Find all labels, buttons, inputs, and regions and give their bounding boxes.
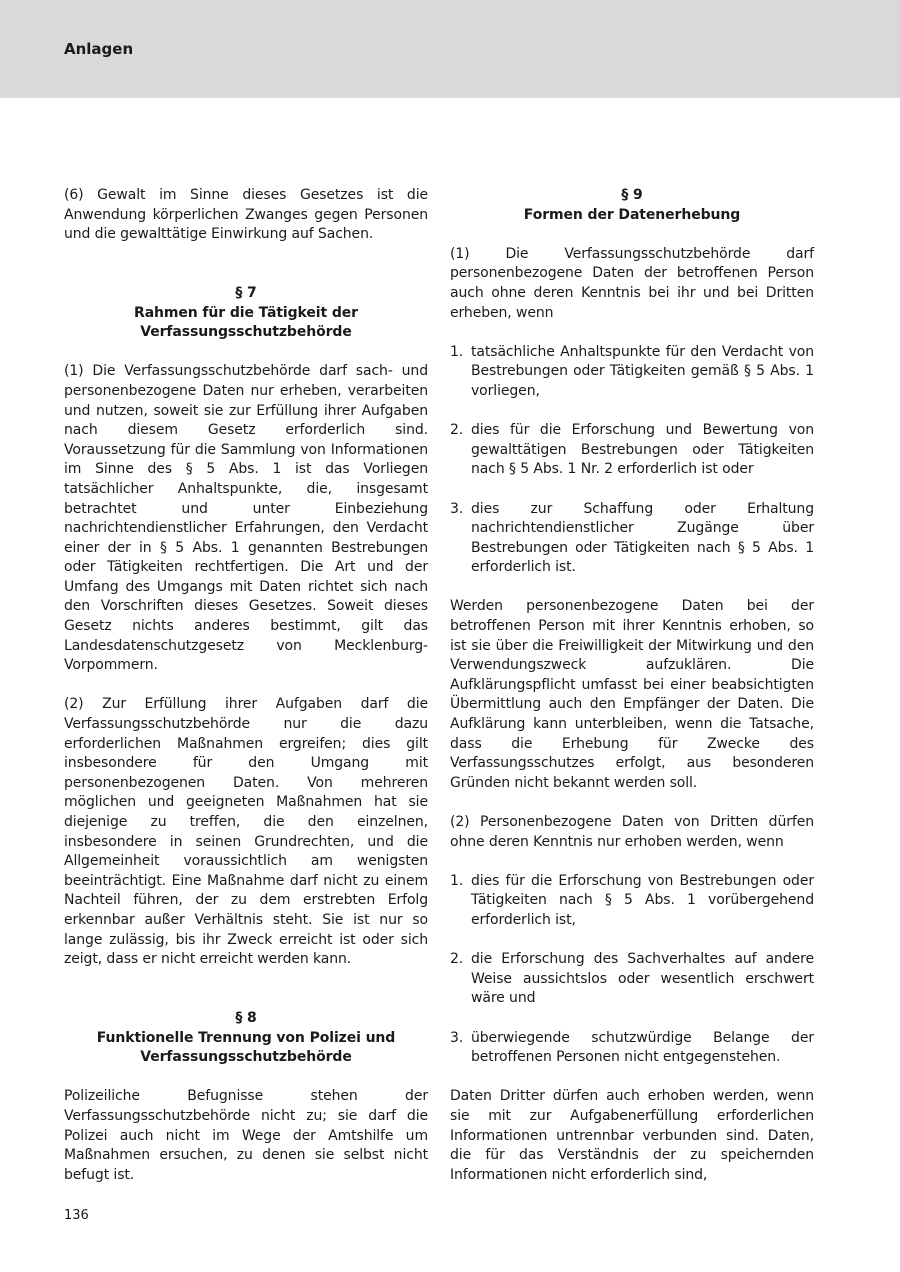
section-title: Rahmen für die Tätigkeit der Verfassungsschutzbehörde <box>134 304 358 341</box>
section-7-heading <box>64 284 428 343</box>
list-item <box>450 1029 814 1068</box>
paragraph: (1) Die Verfassungsschutzbehörde darf sach- und personenbezogene Daten nur erheben, verarbeiten und nutzen, soweit sie zur Erfüllung ihrer Aufgaben nach diesem Gesetz erforderlich sind. Voraussetzung für die Sammlung von Informationen im Sinne des § 5 Abs. 1 ist das Vorliegen tatsächlicher Anhaltspunkte, die, insgesamt betrachtet und unter Einbeziehung nachrichtendienstlicher Erfahrungen, den Verdacht einer der in § 5 Abs. 1 genannten Bestrebungen oder Tätigkeiten rechtfertigen. Die Art und der Umfang des Umgangs mit Daten richtet sich nach den Vorschriften dieses Gesetzes. Soweit dieses Gesetz nichts anderes bestimmt, gilt das Landesdatenschutzgesetz von Mecklenburg-Vorpommern. <box>64 363 428 674</box>
paragraph: Werden personenbezogene Daten bei der betroffenen Person mit ihrer Kenntnis erhoben, so ist sie über die Freiwilligkeit der Mitwirkung und den Verwendungszweck aufzuklären. Die Aufklärungspflicht umfasst bei einer beabsichtigten Übermittlung auch den Empfänger der Daten. Die Aufklärung kann unterbleiben, wenn die Tatsache, dass die Erhebung für Zwecke des Verfassungsschutzes erfolgt, aus besonderen Gründen nicht bekannt werden soll. <box>450 598 814 791</box>
header-band <box>0 0 900 98</box>
paragraph: (1) Die Verfassungsschutzbehörde darf personenbezogene Daten der betroffenen Person auch ohne deren Kenntnis bei ihr und bei Dritten erheben, wenn <box>450 245 814 321</box>
list-number: 3. <box>450 1029 464 1046</box>
paragraph: Polizeiliche Befugnisse stehen der Verfassungsschutzbehörde nicht zu; sie darf die Polizei auch nicht im Wege der Amtshilfe um Maßnahmen ersuchen, zu denen sie selbst nicht befugt ist. <box>64 1088 428 1183</box>
list-text: überwiegende schutzwürdige Belange der betroffenen Personen nicht entgegenstehen. <box>471 1029 814 1066</box>
list-item <box>450 421 814 480</box>
paragraph: Daten Dritter dürfen auch erhoben werden, wenn sie mit zur Aufgabenerfüllung erforderlichen Informationen untrennbar verbunden sind. Daten, die für das Verständnis der zu speichernden Informationen nicht erforderlich sind, <box>450 1088 814 1183</box>
list-number: 2. <box>450 422 464 439</box>
list-number: 3. <box>450 500 464 517</box>
list-text: tatsächliche Anhaltspunkte für den Verdacht von Bestrebungen oder Tätigkeiten gemäß § 5 Abs. 1 vorliegen, <box>471 343 814 399</box>
section-number: § 8 <box>235 1009 257 1026</box>
section-8-heading <box>64 1009 428 1068</box>
list-number: 2. <box>450 951 464 968</box>
list-item <box>450 343 814 402</box>
section-number: § 7 <box>235 284 257 301</box>
section-title: Formen der Datenerhebung <box>523 206 741 223</box>
list-text: dies für die Erforschung und Bewertung von gewalttätigen Bestrebungen oder Tätigkeiten nach § 5 Abs. 1 Nr. 2 erforderlich ist oder <box>471 422 814 478</box>
right-column <box>450 186 814 1205</box>
list-text: die Erforschung des Sachverhaltes auf andere Weise aussichtslos oder wesentlich erschwert wäre und <box>471 951 814 1007</box>
section-number: § 9 <box>621 187 643 203</box>
paragraph: (2) Zur Erfüllung ihrer Aufgaben darf die Verfassungsschutzbehörde nur die dazu erforderlichen Maßnahmen ergreifen; dies gilt insbesondere für den Umgang mit personenbezogenen Daten. Von mehreren möglichen und geeigneten Maßnahmen hat sie diejenige zu treffen, die den einzelnen, insbesondere in seinen Grundrechten, und die Allgemeinheit voraussichtlich am wenigsten beeinträchtigt. Eine Maßnahme darf nicht zu einem Nachteil führen, der zu dem erstrebten Erfolg erkennbar außer Verhältnis steht. Sie ist nur so lange zulässig, bis ihr Zweck erreicht ist oder sich zeigt, dass er nicht erreicht werden kann. <box>64 696 428 968</box>
numbered-list <box>450 343 814 578</box>
paragraph: (2) Personenbezogene Daten von Dritten dürfen ohne deren Kenntnis nur erhoben werden, wenn <box>450 814 814 850</box>
list-item <box>450 950 814 1009</box>
running-header-title: Anlagen <box>64 40 134 58</box>
list-number: 1. <box>450 343 464 360</box>
list-text: dies zur Schaffung oder Erhaltung nachrichtendienstlicher Zugänge über Bestrebungen oder Tätigkeiten nach § 5 Abs. 1 erforderlich ist. <box>471 500 814 576</box>
section-9-heading <box>450 186 814 225</box>
list-text: dies für die Erforschung von Bestrebungen oder Tätigkeiten nach § 5 Abs. 1 vorübergehend erforderlich ist, <box>471 872 814 928</box>
paragraph-6-gewalt: (6) Gewalt im Sinne dieses Gesetzes ist die Anwendung körperlichen Zwanges gegen Personen und die gewalttätige Einwirkung auf Sachen. <box>64 187 428 243</box>
list-item <box>450 872 814 931</box>
list-item <box>450 500 814 578</box>
page-number: 136 <box>64 1208 89 1223</box>
section-title: Funktionelle Trennung von Polizei und Verfassungsschutzbehörde <box>96 1029 396 1066</box>
numbered-list <box>450 872 814 1068</box>
list-number: 1. <box>450 872 464 889</box>
left-column <box>64 186 428 1205</box>
